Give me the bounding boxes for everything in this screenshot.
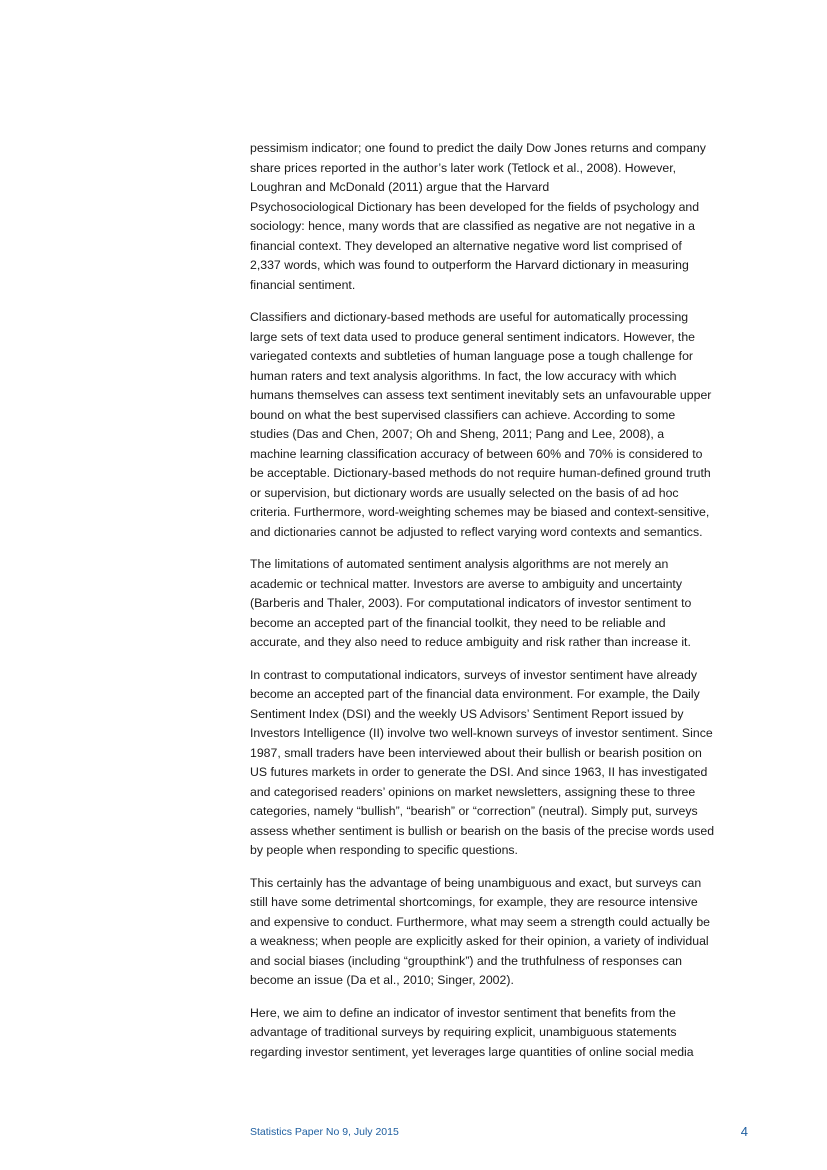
text-line: become an accepted part of the financial toolkit, they need to be reliable and [250,615,666,630]
text-line: large sets of text data used to produce general sentiment indicators. However, the [250,329,695,344]
text-line: assess whether sentiment is bullish or bearish on the basis of the precise words used [250,823,715,838]
text-line: (Barberis and Thaler, 2003). For computational indicators of investor sentiment to [250,596,692,610]
paragraph [250,139,750,295]
text-line: 2,337 words, which was found to outperform the Harvard dictionary in measuring [250,258,689,272]
text-line: variegated contexts and subtleties of human language pose a tough challenge for [250,349,694,363]
text-line: In contrast to computational indicators, surveys of investor sentiment have already [250,667,698,682]
text-line: regarding investor sentiment, yet leverages large quantities of online social media [250,1044,694,1059]
text-line: become an accepted part of the financial data environment. For example, the Daily [250,687,700,701]
page-number: 4 [740,1124,748,1139]
text-line: Classifiers and dictionary-based methods are useful for automatically processing [250,310,689,324]
text-line: studies (Das and Chen, 2007; Oh and Sheng, 2011; Pang and Lee, 2008), a [250,427,665,441]
text-line: be acceptable. Dictionary-based methods do not require human-defined ground truth [250,466,711,480]
text-line: US futures markets in order to generate the DSI. And since 1963, II has investigated [250,765,708,779]
text-line: a weakness; when people are explicitly asked for their opinion, a variety of individual [250,934,709,948]
page-footer [250,1124,750,1144]
text-line: 1987, small traders have been interviewed about their bullish or bearish position on [250,745,702,760]
text-line: share prices reported in the author’s later work (Tetlock et al., 2008). However, [250,160,677,175]
paragraph [250,1004,750,1063]
text-line: sociology: hence, many words that are classified as negative are not negative in a [250,219,695,233]
text-line: Investors Intelligence (II) involve two well-known surveys of investor sentiment. Since [250,726,713,740]
paragraph [250,555,750,653]
paragraph [250,666,750,861]
text-line: or supervision, but dictionary words are usually selected on the basis of ad hoc [250,485,679,500]
body-text [250,139,750,1075]
text-line: bound on what the best supervised classifiers can achieve. According to some [250,407,676,422]
text-line: and categorised readers’ opinions on market newsletters, assigning these to three [250,784,696,799]
text-line: human raters and text analysis algorithms. In fact, the low accuracy with which [250,368,677,383]
text-line: Psychosociological Dictionary has been developed for the fields of psychology and [250,199,700,214]
text-line: academic or technical matter. Investors are averse to ambiguity and uncertainty [250,576,682,591]
text-line: Sentiment Index (DSI) and the weekly US Advisors’ Sentiment Report issued by [250,706,684,721]
text-line: The limitations of automated sentiment analysis algorithms are not merely an [250,557,669,571]
text-line: financial context. They developed an alternative negative word list comprised of [250,238,682,253]
text-line: by people when responding to specific questions. [250,843,518,857]
text-line: still have some detrimental shortcomings, for example, they are resource intensive [250,895,698,909]
text-line: advantage of traditional surveys by requiring explicit, unambiguous statements [250,1025,677,1039]
text-line: become an issue (Da et al., 2010; Singer, 2002). [250,973,514,987]
text-line: financial sentiment. [250,277,356,292]
text-line: This certainly has the advantage of being unambiguous and exact, but surveys can [250,875,702,890]
text-line: Here, we aim to define an indicator of investor sentiment that benefits from the [250,1005,676,1020]
footer-source: Statistics Paper No 9, July 2015 [250,1126,399,1138]
text-line: and social biases (including “groupthink”) and the truthfulness of responses can [250,953,683,968]
text-line: categories, namely “bullish”, “bearish” or “correction” (neutral). Simply put, surveys [250,804,698,818]
paragraph [250,308,750,542]
text-line: accurate, and they also need to reduce ambiguity and risk rather than increase it. [250,635,691,649]
text-line: Loughran and McDonald (2011) argue that the Harvard [250,180,550,194]
text-line: machine learning classification accuracy of between 60% and 70% is considered to [250,446,703,461]
text-line: humans themselves can assess text sentiment inevitably sets an unfavourable upper [250,388,712,402]
text-line: criteria. Furthermore, word-weighting schemes may be biased and context-sensitive, [250,505,710,519]
text-line: pessimism indicator; one found to predict the daily Dow Jones returns and company [250,141,706,155]
text-line: and expensive to conduct. Furthermore, what may seem a strength could actually be [250,914,711,929]
text-line: and dictionaries cannot be adjusted to reflect varying word contexts and semantics. [250,524,703,539]
paragraph [250,874,750,991]
